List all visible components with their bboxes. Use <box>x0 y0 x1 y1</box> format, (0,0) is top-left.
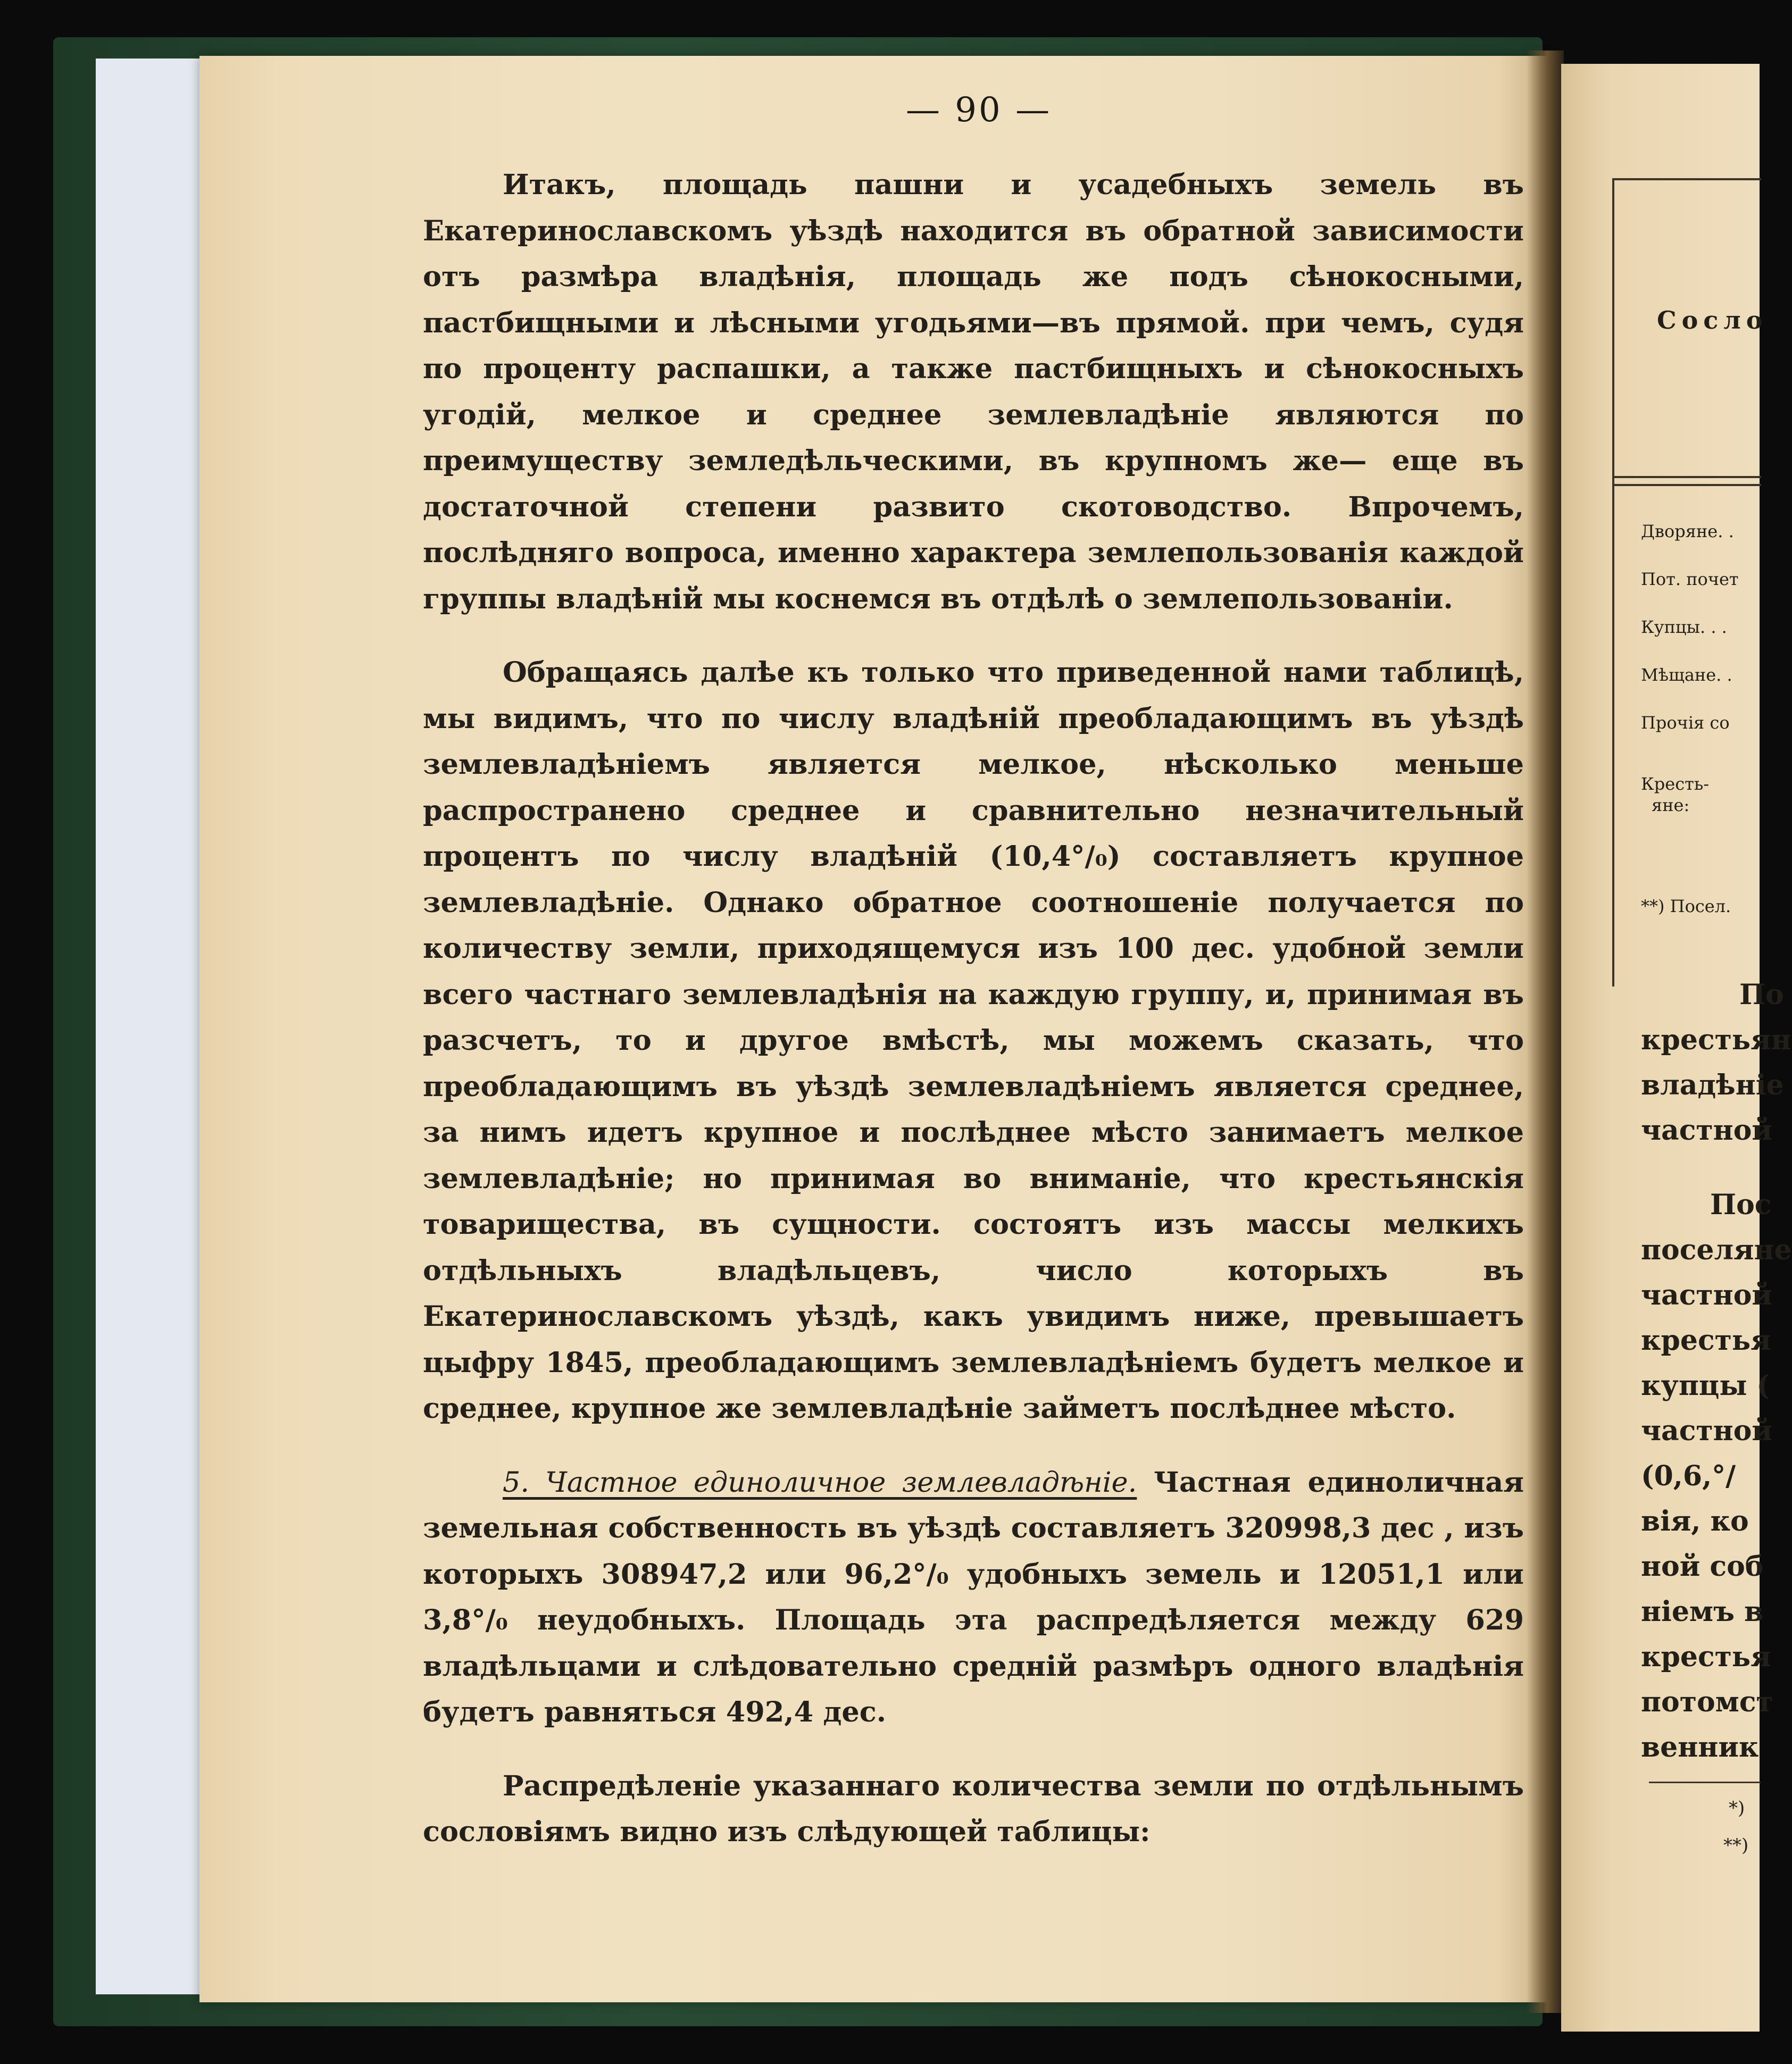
table-top-rule <box>1612 178 1761 180</box>
book-gutter <box>1527 51 1564 2013</box>
main-text <box>423 162 1524 1856</box>
right-text-line: владѣніе <box>1641 1069 1784 1101</box>
table-row: Дворяне. . <box>1641 521 1734 541</box>
right-text-line: ной соб <box>1641 1550 1764 1583</box>
page-number: — 90 — <box>905 90 1052 130</box>
table-header-rule <box>1612 476 1761 478</box>
right-text-line: частной <box>1641 1279 1772 1311</box>
paragraph-4: Распредѣленіе указаннаго количества земли по отдѣльнымъ сословіямъ видно изъ слѣдующей таблицы: <box>423 1769 1524 1848</box>
right-text-line: По <box>1739 979 1784 1011</box>
table-header-rule-2 <box>1612 484 1761 486</box>
right-text-line: крестьян <box>1641 1024 1791 1056</box>
table-header-text: Сосло <box>1657 306 1768 335</box>
right-text-line: Пос <box>1710 1189 1772 1221</box>
right-text-line: вія, ко <box>1641 1505 1749 1537</box>
table-row: Мѣщане. . <box>1641 665 1732 685</box>
table-left-rule <box>1612 178 1614 987</box>
footnote-rule <box>1649 1782 1761 1783</box>
table-row: Прочія со <box>1641 713 1730 733</box>
table-row: Пот. почет <box>1641 569 1739 589</box>
right-text-line: потомст <box>1641 1686 1773 1718</box>
right-text-line: крестья <box>1641 1641 1771 1673</box>
right-text-line: ніемъ в <box>1641 1595 1764 1628</box>
section-heading: 5. Частное единоличное землевладѣніе. <box>503 1466 1137 1499</box>
right-text-line: поселяне <box>1641 1234 1792 1266</box>
right-text-line: частной <box>1641 1415 1772 1447</box>
table-row: Купцы. . . <box>1641 617 1727 637</box>
paragraph-3 <box>423 1460 1524 1736</box>
paragraph-1: Итакъ, площадь пашни и усадебныхъ земель въ Екатеринославскомъ уѣздѣ находится въ обратной зависимости отъ размѣра владѣнія, площадь же подъ сѣнокосными, пастбищными и лѣсными угодьями—въ прямой. при чемъ, судя по проценту распашки, а также пастбищныхъ и сѣнокосныхъ угодій, мелкое и среднее землевладѣніе являются по преимуществу земледѣльческими, въ крупномъ же— еще въ достаточной степени развито скотоводство. Впрочемъ, послѣдняго вопроса, именно характера землепользованія каждой группы владѣній мы коснемся въ отдѣлѣ о землепользованіи. <box>423 169 1524 615</box>
table-row: яне: <box>1652 795 1690 815</box>
paragraph-3-text: Частная единоличная земельная собственность въ уѣздѣ составляетъ 320998,3 дес , изъ которыхъ 308947,2 или 96,2°/₀ удобныхъ земель и 12051,1 или 3,8°/₀ неудобныхъ. Площадь эта распредѣляется между 629 владѣльцами и слѣдовательно средній размѣръ одного владѣнія будетъ равняться 492,4 дес. <box>423 1466 1524 1728</box>
table-row: Кресть- <box>1641 774 1710 794</box>
paragraph-2: Обращаясь далѣе къ только что приведенной нами таблицѣ, мы видимъ, что по числу владѣній преобладающимъ въ уѣздѣ землевладѣніемъ является мелкое, нѣсколько меньше распространено среднее и сравнительно незначительный процентъ по числу владѣній (10,4°/₀) составляетъ крупное землевладѣніе. Однако обратное соотношеніе получается по количеству земли, приходящемуся изъ 100 дес. удобной земли всего частнаго землевладѣнія на каждую группу, и, принимая въ разсчетъ, то и другое вмѣстѣ, мы можемъ сказать, что преобладающимъ въ уѣздѣ землевладѣніемъ является среднее, за нимъ идетъ крупное и послѣднее мѣсто занимаетъ мелкое землевладѣніе; но принимая во вниманіе, что крестьянскія товарищества, въ сущности. состоятъ изъ массы мелкихъ отдѣльныхъ владѣльцевъ, число которыхъ въ Екатеринославскомъ уѣздѣ, какъ увидимъ ниже, превышаетъ цыфру 1845, преобладающимъ землевладѣніемъ будетъ мелкое и среднее, крупное же землевладѣніе займетъ послѣднее мѣсто. <box>423 656 1524 1425</box>
right-page <box>1561 64 1792 2032</box>
footnote-mark: **) <box>1723 1835 1749 1856</box>
right-text-line: частной <box>1641 1114 1772 1147</box>
table-footnote-row: **) Посел. <box>1641 896 1731 916</box>
footnote-mark: *) <box>1729 1798 1745 1819</box>
right-text-line: купцы ( <box>1641 1369 1770 1402</box>
right-text-line: (0,6,°/ <box>1641 1460 1736 1492</box>
right-text-line: крестья <box>1641 1324 1771 1357</box>
right-text-line: венник <box>1641 1731 1759 1764</box>
